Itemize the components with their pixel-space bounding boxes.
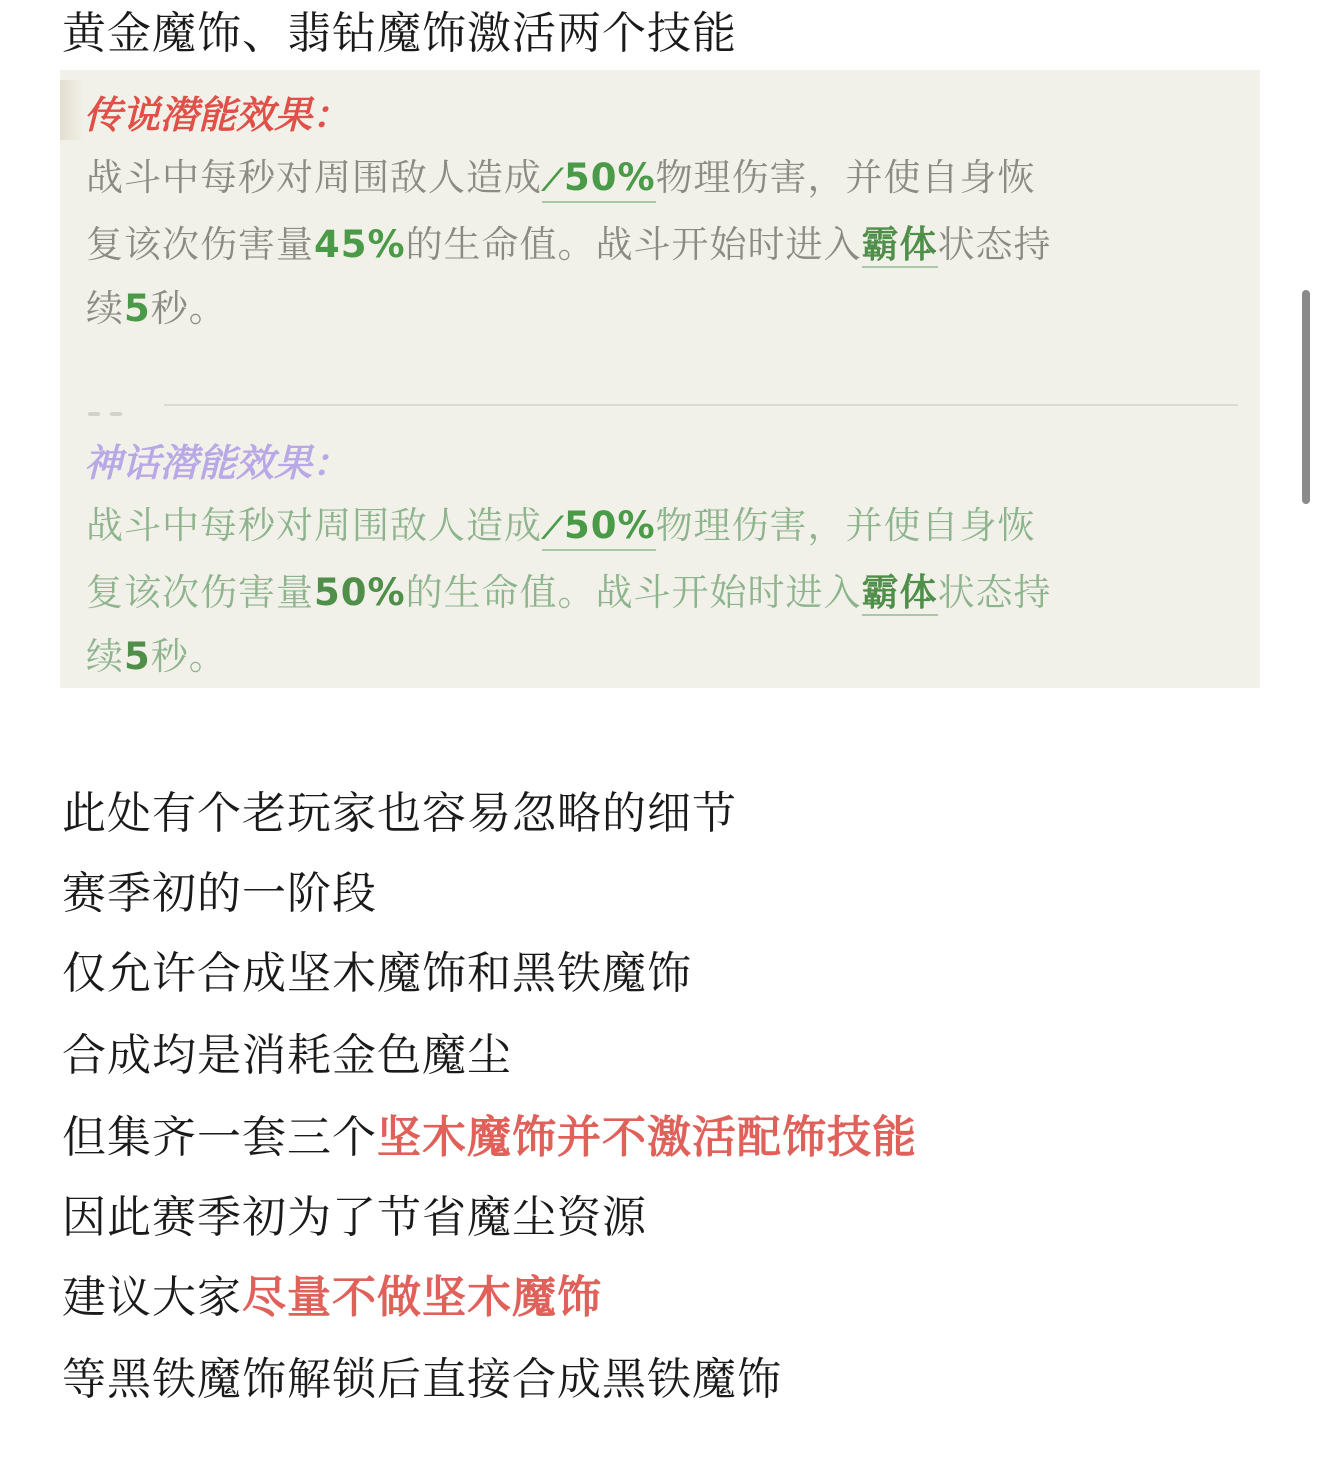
body-line-7 [62,1270,602,1326]
legend-effect-description [86,146,1246,341]
body-line-7-text: 建议大家 [62,1272,242,1323]
body-line-1: 此处有个老玩家也容易忽略的细节 [62,788,737,839]
legend-line2-text: 复该次伤害量 [86,223,314,266]
myth-effect-description [86,494,1246,689]
myth-effect-title: 神话潜能效果： [84,441,351,485]
myth-line2-mid: 的生命值。战斗开始时进入 [405,571,862,614]
legend-heal-value: 45% [314,223,406,266]
legend-line1-text: 战斗中每秒对周围敌人造成 [86,156,542,199]
body-line-2: 赛季初的一阶段 [62,868,377,919]
legend-keyword-link[interactable]: 霸体 [861,223,938,266]
vertical-scrollbar[interactable] [1302,290,1310,504]
myth-heal-value: 50% [314,571,406,614]
sword-icon: ⟋ [542,163,564,198]
myth-line1-tail: 物理伤害，并使自身恢 [655,504,1036,547]
divider-dots [88,401,148,409]
body-line-4: 合成均是消耗金色魔尘 [62,1030,512,1081]
body-line-3: 仅允许合成坚木魔饰和黑铁魔饰 [62,948,692,999]
myth-duration-value: 5 [124,635,151,678]
header-text: 黄金魔饰、翡钻魔饰激活两个技能 [62,8,737,59]
body-line-5-text: 但集齐一套三个 [62,1112,377,1163]
legend-line3-text: 续 [86,287,124,330]
body-line-5-highlight: 坚木魔饰并不激活配饰技能 [377,1112,917,1163]
myth-keyword-link[interactable]: 霸体 [861,571,938,614]
sword-icon: ⟋ [542,511,564,546]
legend-duration-value: 5 [124,287,151,330]
body-line-7-highlight: 尽量不做坚木魔饰 [242,1272,602,1323]
myth-line3-tail: 秒。 [150,635,227,678]
legend-line1-tail: 物理伤害，并使自身恢 [655,156,1036,199]
legend-line3-tail: 秒。 [150,287,227,330]
myth-line2-text: 复该次伤害量 [86,571,314,614]
myth-damage-value[interactable]: ⟋50% [542,504,656,551]
card-corner-decoration [60,80,84,140]
legend-line2-mid: 的生命值。战斗开始时进入 [405,223,862,266]
section-divider [164,404,1238,406]
body-line-6: 因此赛季初为了节省魔尘资源 [62,1192,647,1243]
myth-line1-text: 战斗中每秒对周围敌人造成 [86,504,542,547]
body-line-8: 等黑铁魔饰解锁后直接合成黑铁魔饰 [62,1354,782,1405]
skill-screenshot-card [60,70,1260,688]
body-line-5 [62,1110,917,1166]
legend-effect-title: 传说潜能效果： [84,93,351,137]
myth-line2-tail: 状态持 [937,571,1052,614]
legend-damage-value[interactable]: ⟋50% [542,156,656,203]
legend-line2-tail: 状态持 [937,223,1052,266]
myth-line3-text: 续 [86,635,124,678]
